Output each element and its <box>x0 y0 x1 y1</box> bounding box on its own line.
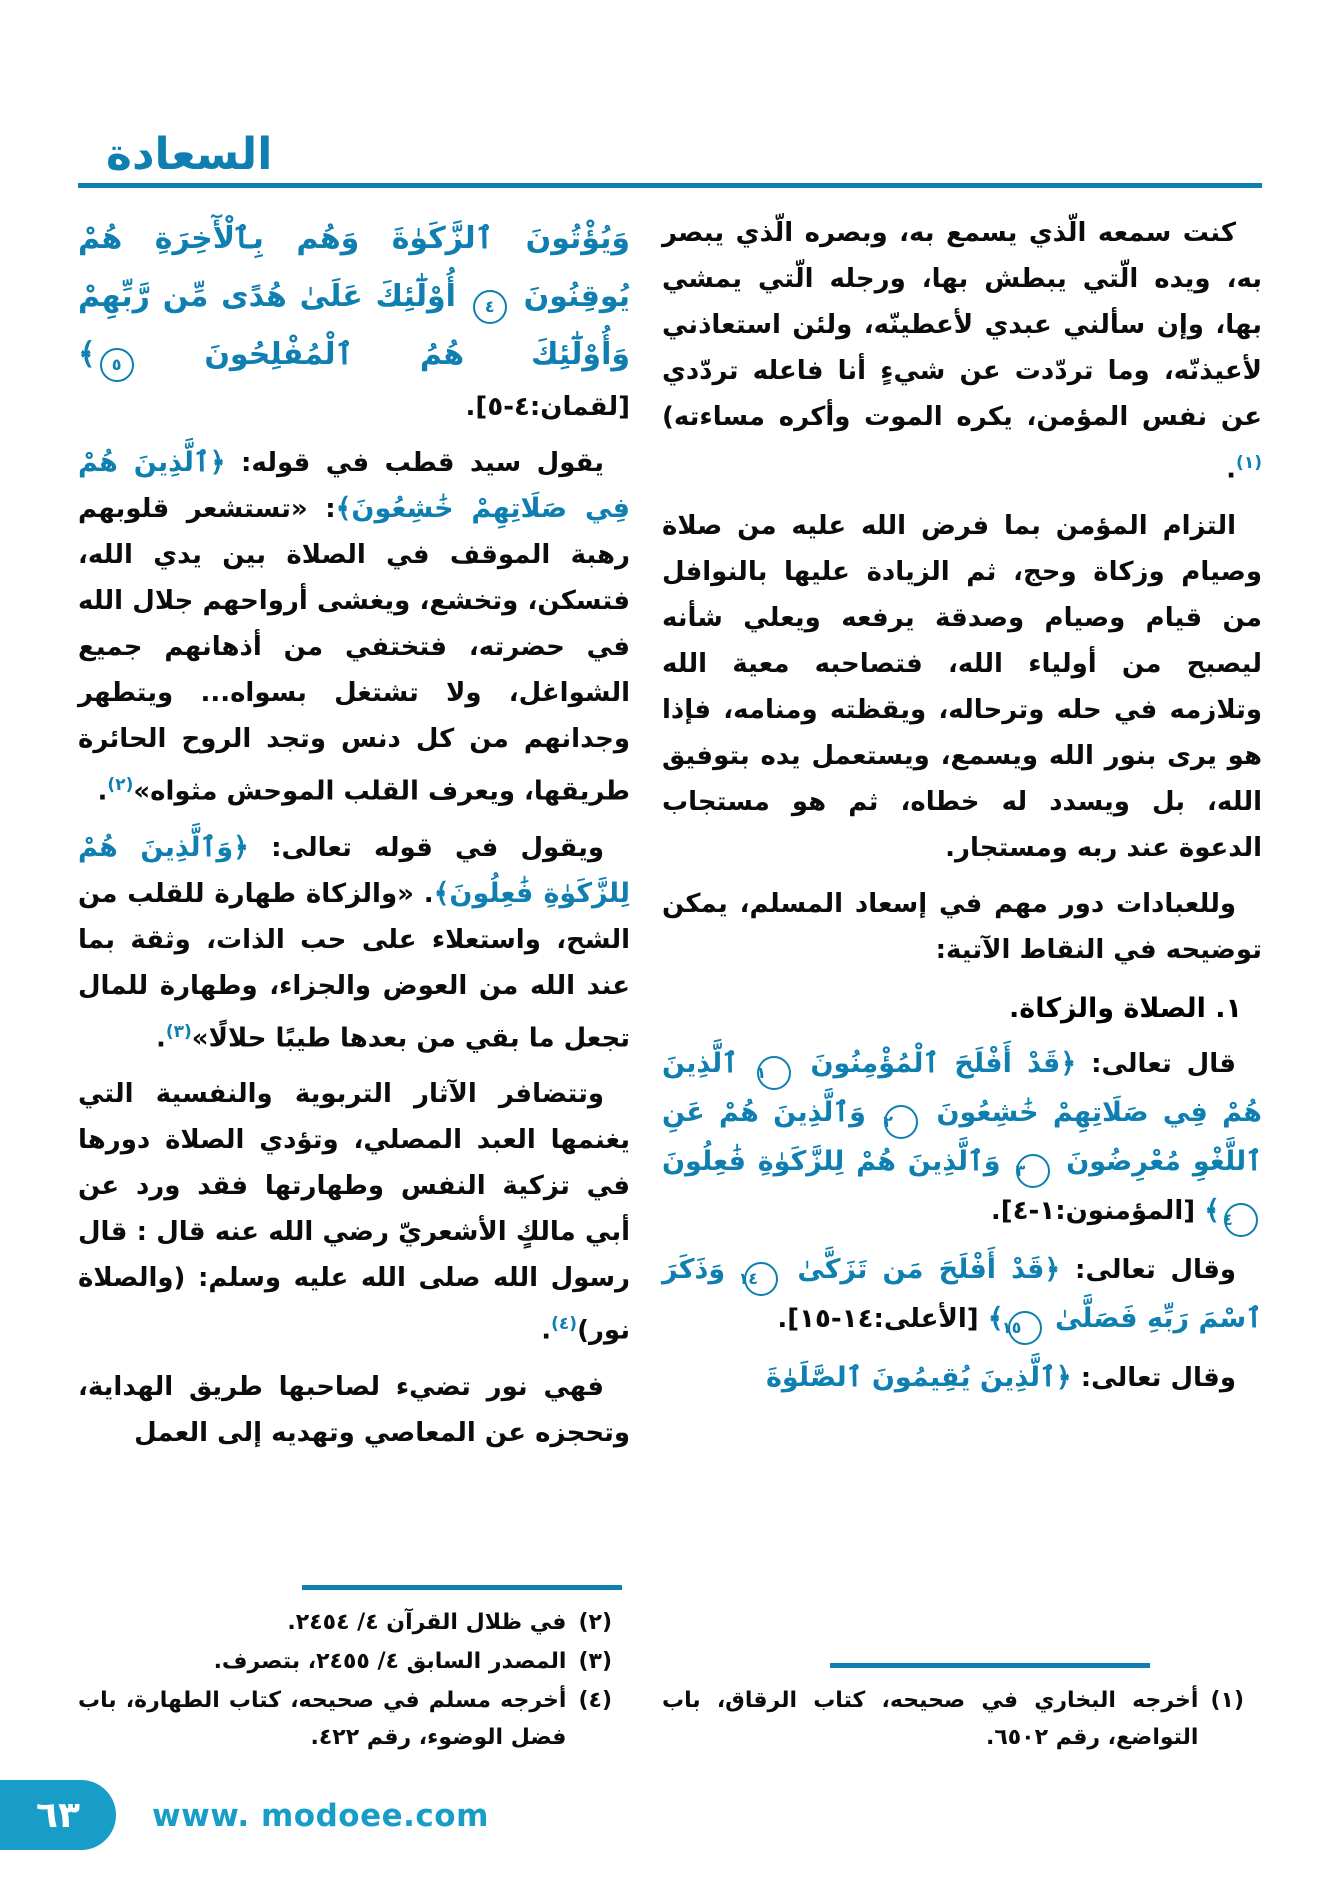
footnote-reference: (٢) <box>107 775 134 795</box>
footnote-separator <box>302 1585 622 1590</box>
quran-verse-text: ﴾ <box>1204 1194 1220 1226</box>
body-text: : «تستشعر قلوبهم رهبة الموقف في الصلاة بين يدي الله، فتسكن، وتخشع، ويغشى أرواحهم جلال الله في حضرته، فتختفي من أذهانهم جميع الشواغل، ولا تشتغل بسواه... ويتطهر وجدانهم من كل دنس وتجد الروح الحائرة طريقها، ويعرف القلب الموحش مثواه» <box>78 494 630 807</box>
quran-verse-text: ﴾ <box>78 337 96 372</box>
footnotes-right <box>662 1663 1262 1758</box>
paragraph-sayyid-qutb-khushu <box>78 440 630 815</box>
quran-verse-text: أُوْلَٰٓئِكَ عَلَىٰ هُدًى مِّن رَّبِّهِمْ وَأُوْلَٰٓئِكَ هُمُ ٱلْمُفْلِحُونَ <box>78 279 630 372</box>
quran-verse-text: وَيُؤْتُونَ ٱلزَّكَوٰةَ وَهُم بِٱلْأٓخِرَةِ هُمْ يُوقِنُونَ <box>78 221 631 314</box>
body-text: [لقمان:٤-٥]. <box>465 392 630 422</box>
quran-verse-text: ﴾ <box>987 1302 1004 1334</box>
verse-paragraph-ala <box>662 1247 1262 1345</box>
page-number-badge <box>0 1780 116 1850</box>
paragraph-commitment <box>662 503 1262 871</box>
footnotes-left <box>78 1585 630 1758</box>
ayah-number-badge: ١٥ <box>1008 1311 1042 1345</box>
body-text: ويقول في قوله تعالى: <box>249 832 604 863</box>
paragraph-worship-role <box>662 881 1262 973</box>
quran-verse-text: ﴿وَٱلَّذِينَ هُمْ لِلزَّكَوٰةِ فَٰعِلُونَ﴾ <box>78 831 630 909</box>
quran-verse-text: ﴿قَدْ أَفْلَحَ مَن تَزَكَّىٰ <box>782 1253 1061 1285</box>
body-text: . <box>541 1315 552 1346</box>
footnote-item <box>662 1682 1244 1756</box>
website-link[interactable]: www. modoee.com <box>152 1798 489 1834</box>
body-text: وقال تعالى: <box>1071 1362 1236 1393</box>
body-text: . <box>1226 454 1237 485</box>
quran-verse-text: ﴿قَدْ أَفْلَحَ ٱلْمُؤْمِنُونَ <box>795 1047 1077 1079</box>
footnote-separator <box>830 1663 1150 1668</box>
page-content <box>78 210 1262 1758</box>
ayah-number-badge: ٣ <box>1016 1154 1050 1188</box>
footnote-reference: (٤) <box>551 1314 578 1335</box>
footnote-text: في ظلال القرآن ٤/ ٢٤٥٤. <box>287 1610 567 1635</box>
column-left <box>78 210 630 1758</box>
page-title: السعادة <box>106 129 273 180</box>
quran-verse-text: وَذَكَرَ ٱسْمَ رَبِّهِ فَصَلَّىٰ <box>662 1253 1262 1334</box>
ayah-number-badge: ١ <box>757 1056 791 1090</box>
body-text: قال تعالى: <box>1076 1048 1236 1079</box>
header-rule <box>78 183 1262 188</box>
footnote-marker: (٣) <box>578 1649 612 1674</box>
body-text: [الأعلى:١٤-١٥]. <box>777 1303 988 1334</box>
footnote-text: المصدر السابق ٤/ ٢٤٥٥، بتصرف. <box>213 1649 567 1674</box>
ayah-number-badge: ٤ <box>473 290 507 324</box>
body-text: وقال تعالى: <box>1060 1254 1236 1285</box>
body-text: وللعبادات دور مهم في إسعاد المسلم، يمكن توضيحه في النقاط الآتية: <box>662 888 1262 965</box>
body-text: يقول سيد قطب في قوله: <box>225 448 604 478</box>
verse-paragraph-muminun <box>662 1041 1262 1237</box>
body-text: فهي نور تضيء لصاحبها طريق الهداية، وتحجزه عن المعاصي وتهديه إلى العمل <box>78 1371 630 1448</box>
verse-paragraph-continued <box>662 1355 1262 1401</box>
footnote-reference: (٣) <box>165 1021 192 1042</box>
footnote-item <box>78 1682 612 1756</box>
paragraph-prayer-effects <box>78 1071 630 1354</box>
page-number: ٦٣ <box>36 1794 80 1836</box>
body-text: . <box>155 1023 166 1054</box>
footnote-item <box>78 1604 612 1641</box>
section-heading-prayer-zakat: ١. الصلاة والزكاة. <box>1009 992 1242 1024</box>
body-text: . <box>97 776 108 807</box>
quran-verse-text: ٱلَّذِينَ هُمْ فِي صَلَاتِهِمْ خَٰشِعُونَ <box>662 1047 1262 1128</box>
footnote-reference: (١) <box>1236 453 1262 473</box>
footnote-text: أخرجه مسلم في صحيحه، كتاب الطهارة، باب فضل الوضوء، رقم ٤٢٢. <box>78 1688 567 1750</box>
quran-verse-text: وَٱلَّذِينَ هُمْ عَنِ ٱللَّغْوِ مُعْرِضُونَ <box>662 1096 1262 1177</box>
body-text: التزام المؤمن بما فرض الله عليه من صلاة وصيام وزكاة وحج، ثم الزيادة عليها بالنوافل من قيام وصيام وصدقة يرفعه ويعلي شأنه ليصبح من أولياء الله، فتصاحبه معية الله وتلازمه في حله وترحاله، ويقظته ومنامه، فإذا هو يرى بنور الله ويسمع، ويستعمل يده بتوفيق الله، بل ويسدد له خطاه، ثم هو مستجاب الدعوة عند ربه ومستجار. <box>662 510 1262 863</box>
footnote-text: أخرجه البخاري في صحيحه، كتاب الرقاق، باب التواضع، رقم ٦٥٠٢. <box>662 1688 1199 1750</box>
paragraph-hadith-continuation <box>662 210 1262 493</box>
body-text: وتتضافر الآثار التربوية والنفسية التي يغنمها العبد المصلي، وتؤدي الصلاة دورها في تزكية النفس وطهارتها فقد ورد عن أبي مالكٍ الأشعريّ رضي الله عنه قال : قال رسول الله صلى الله عليه وسلم: (والصلاة نور) <box>78 1079 630 1346</box>
ayah-number-badge: ٢ <box>884 1105 918 1139</box>
footnote-marker: (٢) <box>578 1610 612 1635</box>
column-right <box>662 210 1262 1758</box>
ayah-number-badge: ١٤ <box>744 1262 778 1296</box>
footnote-marker: (٤) <box>578 1688 612 1713</box>
paragraph-light-of-prayer <box>78 1364 630 1456</box>
body-text: كنت سمعه الّذي يسمع به، وبصره الّذي يبصر به، ويده الّتي يبطش بها، ورجله الّتي يمشي بها، وإن سألني عبدي لأعطينّه، ولئن استعاذني لأعيذنّه، وما تردّدت عن شيءٍ أنا فاعله تردّدي عن نفس المؤمن، يكره الموت وأكره مساءته) <box>662 218 1262 432</box>
body-text: [المؤمنون:١-٤]. <box>990 1195 1205 1226</box>
quran-verse-text: وَٱلَّذِينَ هُمْ لِلزَّكَوٰةِ فَٰعِلُونَ <box>662 1145 1013 1177</box>
ayah-number-badge: ٤ <box>1224 1203 1258 1237</box>
verse-paragraph-luqman <box>78 210 630 430</box>
body-text: . «والزكاة طهارة للقلب من الشح، واستعلاء على حب الذات، وثقة بما عند الله من العوض والجزاء، وطهارة للمال تجعل ما بقي من بعدها طيبًا حلالًا» <box>78 878 630 1054</box>
footnote-marker: (١) <box>1210 1688 1244 1713</box>
quran-verse-text: ﴿ٱلَّذِينَ هُمْ فِي صَلَاتِهِمْ خَٰشِعُونَ﴾ <box>78 447 630 524</box>
ayah-number-badge: ٥ <box>100 348 134 382</box>
page-header <box>78 88 1262 188</box>
quran-verse-text: ﴿ٱلَّذِينَ يُقِيمُونَ ٱلصَّلَوٰةَ <box>765 1361 1072 1393</box>
footnote-item <box>78 1643 612 1680</box>
paragraph-sayyid-qutb-zakat <box>78 825 630 1062</box>
